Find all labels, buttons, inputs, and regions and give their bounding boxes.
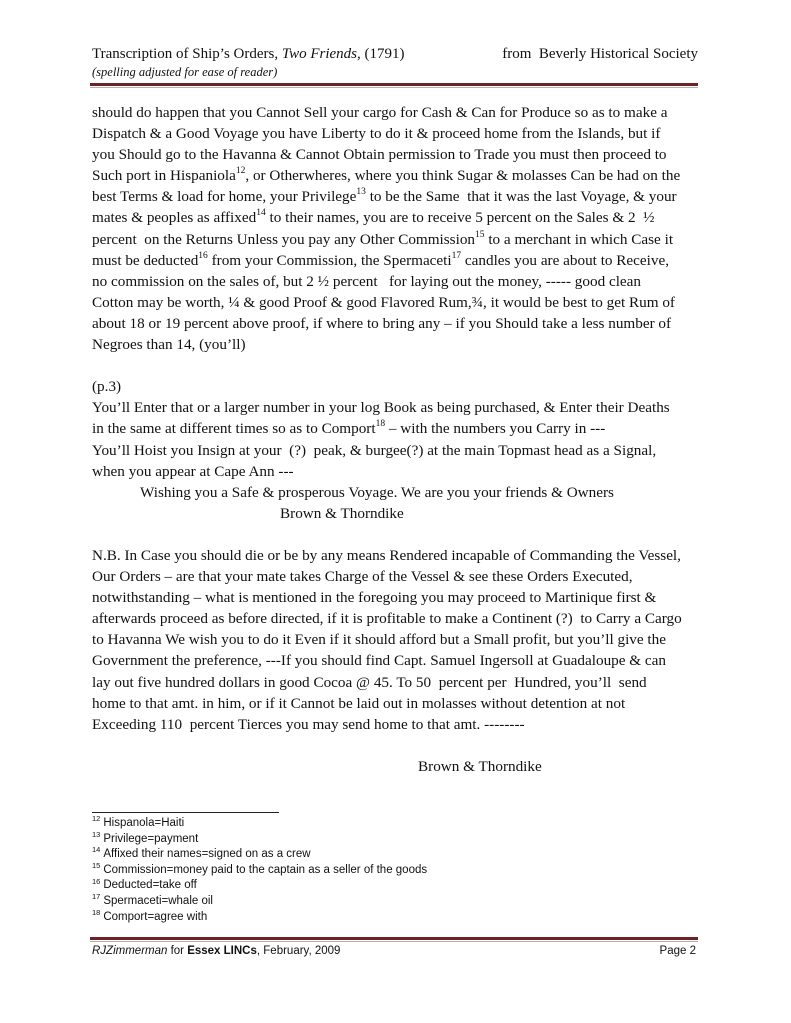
footer-rule bbox=[90, 937, 698, 940]
footnote-text: Deducted=take off bbox=[103, 879, 197, 892]
header-rule bbox=[90, 83, 698, 86]
footnote-17 bbox=[92, 894, 427, 910]
body-line bbox=[92, 186, 707, 207]
footnote-ref-15[interactable]: 15 bbox=[475, 229, 485, 240]
nb-line: Exceeding 110 percent Tierces you may send home to that amt. -------- bbox=[92, 715, 525, 733]
nb-line: home to that amt. in him, or if it Cannot be laid out in molasses without detention at not bbox=[92, 694, 626, 712]
header-title-ship-name: Two Friends, bbox=[281, 46, 361, 62]
nb-line: Our Orders – are that your mate takes Charge of the Vessel & see these Orders Executed, bbox=[92, 568, 633, 586]
text: Such port in Hispaniola bbox=[92, 167, 236, 185]
spacer bbox=[92, 524, 707, 545]
nb-line: Government the preference, ---If you should find Capt. Samuel Ingersoll at Guadaloupe & can bbox=[92, 652, 666, 670]
header-source: from Beverly Historical Society bbox=[502, 46, 698, 62]
footer-credit bbox=[92, 945, 340, 957]
signature: Brown & Thorndike bbox=[418, 757, 542, 775]
header-rule-thin bbox=[90, 87, 698, 88]
text: – with the numbers you Carry in --- bbox=[385, 420, 606, 438]
footnote-ref-17[interactable]: 17 bbox=[451, 250, 462, 261]
body-line: You’ll Enter that or a larger number in your log Book as being purchased, & Enter their Deaths bbox=[92, 399, 670, 417]
footnote-text: Privilege=payment bbox=[103, 832, 199, 845]
body-line bbox=[92, 229, 707, 250]
body-line: Negroes than 14, (you’ll) bbox=[92, 336, 246, 354]
body-line: you Should go to the Havanna & Cannot Obtain permission to Trade you must then proceed to bbox=[92, 146, 667, 164]
body-line bbox=[92, 207, 707, 228]
body-text bbox=[92, 102, 707, 777]
body-line bbox=[92, 418, 707, 439]
header-title bbox=[92, 45, 405, 64]
footnote-ref-14[interactable]: 14 bbox=[256, 208, 266, 219]
footer-author: RJZimmerman bbox=[92, 945, 168, 957]
footnote-number: 18 bbox=[92, 907, 101, 917]
text: best Terms & load for home, your Privilege bbox=[92, 188, 357, 206]
body-line: Cotton may be worth, ¼ & good Proof & good Flavored Rum,¾, it would be best to get Rum of bbox=[92, 293, 675, 311]
footnote-text: Commission=money paid to the captain as a seller of the goods bbox=[103, 863, 428, 876]
footnote-13 bbox=[92, 829, 427, 848]
footnote-ref-13[interactable]: 13 bbox=[356, 187, 366, 198]
text: mates & peoples as affixed bbox=[92, 209, 257, 227]
footer-rule-thin bbox=[90, 941, 698, 942]
nb-line: N.B. In Case you should die or be by any means Rendered incapable of Commanding the Vessel, bbox=[92, 546, 681, 564]
footnote-number: 14 bbox=[92, 845, 101, 855]
footer-for: for bbox=[167, 945, 188, 957]
footnote-18 bbox=[92, 907, 427, 926]
body-line: about 18 or 19 percent above proof, if where to bring any – if you Should take a less number of bbox=[92, 314, 672, 332]
footnote-number: 13 bbox=[92, 829, 101, 839]
footer-date: , February, 2009 bbox=[256, 945, 341, 957]
spacer bbox=[92, 735, 707, 756]
footnote-separator bbox=[92, 812, 279, 813]
nb-line: to Havanna We wish you to do it Even if it should afford but a Small profit, but you’ll give the bbox=[92, 631, 666, 649]
text: to a merchant in which Case it bbox=[484, 230, 674, 248]
page-marker: (p.3) bbox=[92, 378, 122, 396]
footnote-text: Comport=agree with bbox=[103, 910, 208, 923]
footnote-16 bbox=[92, 878, 427, 894]
closing-line: Wishing you a Safe & prosperous Voyage. We are you your friends & Owners bbox=[140, 483, 614, 501]
footnote-number: 16 bbox=[92, 876, 101, 886]
body-line: Dispatch & a Good Voyage you have Liberty to do it & proceed home from the Islands, but if bbox=[92, 125, 661, 143]
footnote-12 bbox=[92, 816, 427, 832]
text: to their names, you are to receive 5 percent on the Sales & 2 ½ bbox=[265, 209, 655, 227]
footnote-number: 17 bbox=[92, 892, 101, 902]
header-title-prefix: Transcription of Ship’s Orders, bbox=[92, 46, 282, 62]
text: from your Commission, the Spermaceti bbox=[207, 251, 452, 269]
page-header bbox=[92, 45, 698, 80]
footnote-text: Hispanola=Haiti bbox=[103, 817, 185, 829]
header-subtitle: (spelling adjusted for ease of reader) bbox=[92, 65, 278, 79]
footnote-14 bbox=[92, 847, 427, 863]
body-line: no commission on the sales of, but 2 ½ percent for laying out the money, ----- good clean bbox=[92, 272, 642, 290]
text: to be the Same that it was the last Voyage, & your bbox=[365, 188, 677, 206]
footnote-number: 12 bbox=[92, 814, 101, 824]
footer-org: Essex LINCs bbox=[187, 945, 257, 957]
body-line: should do happen that you Cannot Sell your cargo for Cash & Can for Produce so as to make a bbox=[92, 104, 668, 121]
spacer bbox=[92, 355, 707, 376]
nb-line: notwithstanding – what is mentioned in the foregoing you may proceed to Martinique first & bbox=[92, 589, 657, 607]
signature: Brown & Thorndike bbox=[280, 504, 404, 522]
footnote-ref-12[interactable]: 12 bbox=[235, 166, 246, 177]
body-line: You’ll Hoist you Insign at your (?) peak, & burgee(?) at the main Topmast head as a Signal, bbox=[92, 441, 657, 459]
nb-line: afterwards proceed as before directed, if it is profitable to make a Continent (?) to Carry a Cargo bbox=[92, 610, 682, 628]
page-number: Page 2 bbox=[659, 945, 696, 957]
body-line bbox=[92, 165, 707, 186]
header-title-year: (1791) bbox=[360, 46, 405, 62]
footnote-number: 15 bbox=[92, 860, 101, 870]
text: must be deducted bbox=[92, 251, 199, 269]
text: in the same at different times so as to Comport bbox=[92, 420, 376, 438]
footnote-ref-16[interactable]: 16 bbox=[198, 250, 208, 261]
page-footer bbox=[92, 945, 696, 957]
footnote-ref-18[interactable]: 18 bbox=[375, 419, 386, 430]
body-line: when you appear at Cape Ann --- bbox=[92, 462, 294, 480]
text: candles you are about to Receive, bbox=[461, 251, 670, 269]
footnotes bbox=[92, 816, 427, 925]
body-line bbox=[92, 250, 707, 271]
nb-line: lay out five hundred dollars in good Cocoa @ 45. To 50 percent per Hundred, you’ll send bbox=[92, 673, 647, 691]
footnote-text: Spermaceti=whale oil bbox=[103, 894, 213, 907]
text: percent on the Returns Unless you pay any Other Commission bbox=[92, 230, 476, 248]
footnote-15 bbox=[92, 860, 428, 879]
footnote-text: Affixed their names=signed on as a crew bbox=[103, 848, 311, 861]
text: , or Otherwheres, where you think Sugar & molasses Can be had on the bbox=[245, 167, 681, 185]
